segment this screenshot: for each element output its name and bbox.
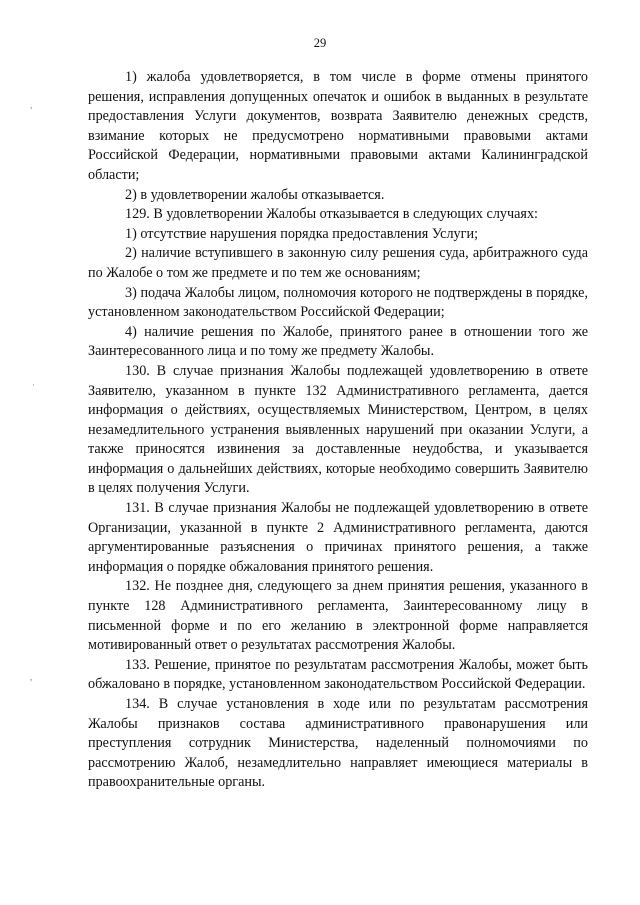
document-body (88, 68, 588, 793)
paragraph: 1) отсутствие нарушения порядка предоставления Услуги; (125, 225, 479, 242)
paragraph: 130. В случае признания Жалобы подлежащей удовлетворению в ответе Заявителю, указанном в пункте 132 Административного регламента, дается информация о действиях, осуществляемых Министерством, Центром, в целях незамедлительного устранения выявленных нарушений при оказании Услуги, а также приносятся извинения за доставленные неудобства, и указывается информация о дальнейших действиях, которые необходимо совершить Заявителю в целях получения Услуги. (88, 362, 588, 497)
paragraph: 132. Не позднее дня, следующего за днем принятия решения, указанного в пункте 128 Административного регламента, Заинтересованному лицу в письменной форме и по его желанию в электронной форме направляется мотивированный ответ о результатах рассмотрения Жалобы. (88, 578, 588, 654)
paragraph: 2) наличие вступившего в законную силу решения суда, арбитражного суда по Жалобе о том же предмете и по тем же основаниям; (88, 245, 588, 281)
paragraph: 134. В случае установления в ходе или по результатам рассмотрения Жалобы признаков состава административного правонарушения или преступления сотрудник Министерства, наделенный полномочиями по рассмотрению Жалоб, незамедлительно направляет имеющиеся материалы в правоохранительные органы. (88, 696, 588, 791)
paragraph: 129. В удовлетворении Жалобы отказывается в следующих случаях: (125, 206, 538, 223)
paragraph: 133. Решение, принятое по результатам рассмотрения Жалобы, может быть обжаловано в порядке, установленном законодательством Российской Федерации. (88, 656, 588, 693)
margin-tick-mark: , (30, 672, 33, 682)
page-number: 29 (313, 36, 327, 50)
paragraph: 4) наличие решения по Жалобе, принятого ранее в отношении того же Заинтересованного лица и по тому же предмету Жалобы. (88, 323, 588, 360)
paragraph: 1) жалоба удовлетворяется, в том числе в форме отмены принятого решения, исправления допущенных опечаток и ошибок в выданных в результате предоставления Услуги документов, возврата Заявителю денежных средств, взимание которых не предусмотрено нормативными правовыми актами Российской Федерации, нормативными правовыми актами Калининградской области; (88, 69, 588, 183)
margin-tick-mark: · (32, 380, 35, 390)
paragraph: 2) в удовлетворении жалобы отказывается. (125, 186, 385, 203)
paragraph: 3) подача Жалобы лицом, полномочия которого не подтверждены в порядке, установленном законодательством Российской Федерации; (88, 284, 588, 321)
margin-tick-mark: , (30, 100, 33, 110)
paragraph: 131. В случае признания Жалобы не подлежащей удовлетворению в ответе Организации, указанной в пункте 2 Административного регламента, даются аргументированные разъяснения о причинах принятого решения, а также информация о порядке обжалования принятого решения. (88, 500, 588, 575)
